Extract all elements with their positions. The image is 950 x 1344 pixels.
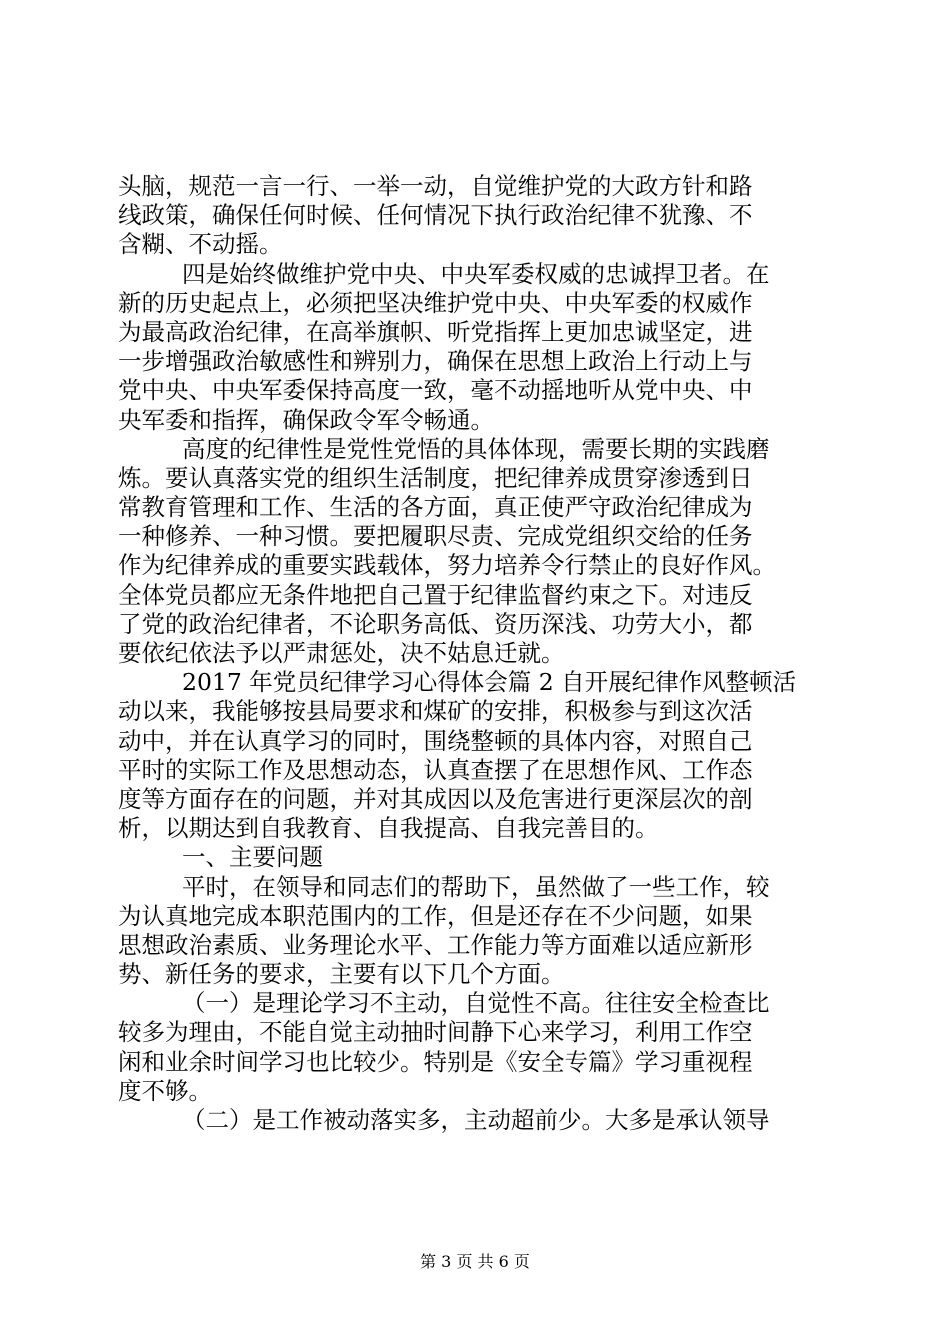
text-line: 要依纪依法予以严肃惩处，决不姑息迁就。 [118, 639, 565, 667]
text-line: 一种修养、一种习惯。要把履职尽责、完成党组织交给的任务 [118, 522, 753, 551]
text-line: 平时，在领导和同志们的帮助下，虽然做了一些工作，较 [182, 872, 770, 901]
text-line: 势、新任务的要求，主要有以下几个方面。 [118, 960, 565, 989]
text-line: 为认真地完成本职范围内的工作，但是还存在不少问题，如果 [118, 901, 753, 930]
text-line: （一）是理论学习不主动，自觉性不高。往往安全检查比 [182, 989, 770, 1018]
text-line: 度不够。 [118, 1076, 212, 1105]
text-line: 思想政治素质、业务理论水平、工作能力等方面难以适应新形 [118, 930, 753, 959]
document-body [118, 172, 836, 1135]
text-line: 常教育管理和工作、生活的各方面，真正使严守政治纪律成为 [118, 493, 753, 522]
text-line: 线政策，确保任何时候、任何情况下执行政治纪律不犹豫、不 [118, 201, 753, 230]
text-line: 作为纪律养成的重要实践载体，努力培养令行禁止的良好作风。 [118, 551, 776, 580]
text-line: 动以来，我能够按县局要求和煤矿的安排，积极参与到这次活 [118, 697, 753, 726]
text-line: 四是始终做维护党中央、中央军委权威的忠诚捍卫者。在 [182, 259, 770, 288]
text-line: （二）是工作被动落实多，主动超前少。大多是承认领导 [182, 1106, 770, 1134]
text-line: 含糊、不动摇。 [118, 230, 283, 259]
text-line: 了党的政治纪律者，不论职务高低、资历深浅、功劳大小，都 [118, 609, 753, 638]
text-line: 度等方面存在的问题，并对其成因以及危害进行更深层次的剖 [118, 784, 753, 813]
text-line: 高度的纪律性是党性党悟的具体体现，需要长期的实践磨 [182, 434, 770, 463]
page-footer: 第 3 页 共 6 页 [420, 1252, 530, 1271]
text-line: 炼。要认真落实党的组织生活制度，把纪律养成贯穿渗透到日 [118, 463, 753, 492]
text-line: 头脑，规范一言一行、一举一动，自觉维护党的大政方针和路 [118, 172, 753, 200]
text-line: 党中央、中央军委保持高度一致，毫不动摇地听从党中央、中 [118, 376, 753, 405]
text-line: 动中，并在认真学习的同时，围绕整顿的具体内容，对照自己 [118, 726, 753, 755]
text-line: 平时的实际工作及思想动态，认真查摆了在思想作风、工作态 [118, 755, 753, 784]
text-line: 一、主要问题 [182, 843, 323, 872]
text-line: 新的历史起点上，必须把坚决维护党中央、中央军委的权威作 [118, 288, 753, 317]
text-line: 较多为理由，不能自觉主动抽时间静下心来学习，利用工作空 [118, 1018, 753, 1047]
text-line: 全体党员都应无条件地把自己置于纪律监督约束之下。对违反 [118, 580, 753, 609]
text-line: 闲和业余时间学习也比较少。特别是《安全专篇》学习重视程 [118, 1047, 753, 1076]
text-line: 2017 年党员纪律学习心得体会篇 2 自开展纪律作风整顿活 [182, 668, 797, 697]
text-line: 央军委和指挥，确保政令军令畅通。 [118, 405, 494, 434]
text-line: 为最高政治纪律，在高举旗帜、听党指挥上更加忠诚坚定，进 [118, 317, 753, 346]
text-line: 一步增强政治敏感性和辨别力，确保在思想上政治上行动上与 [118, 347, 753, 376]
text-line: 析，以期达到自我教育、自我提高、自我完善目的。 [118, 814, 659, 843]
